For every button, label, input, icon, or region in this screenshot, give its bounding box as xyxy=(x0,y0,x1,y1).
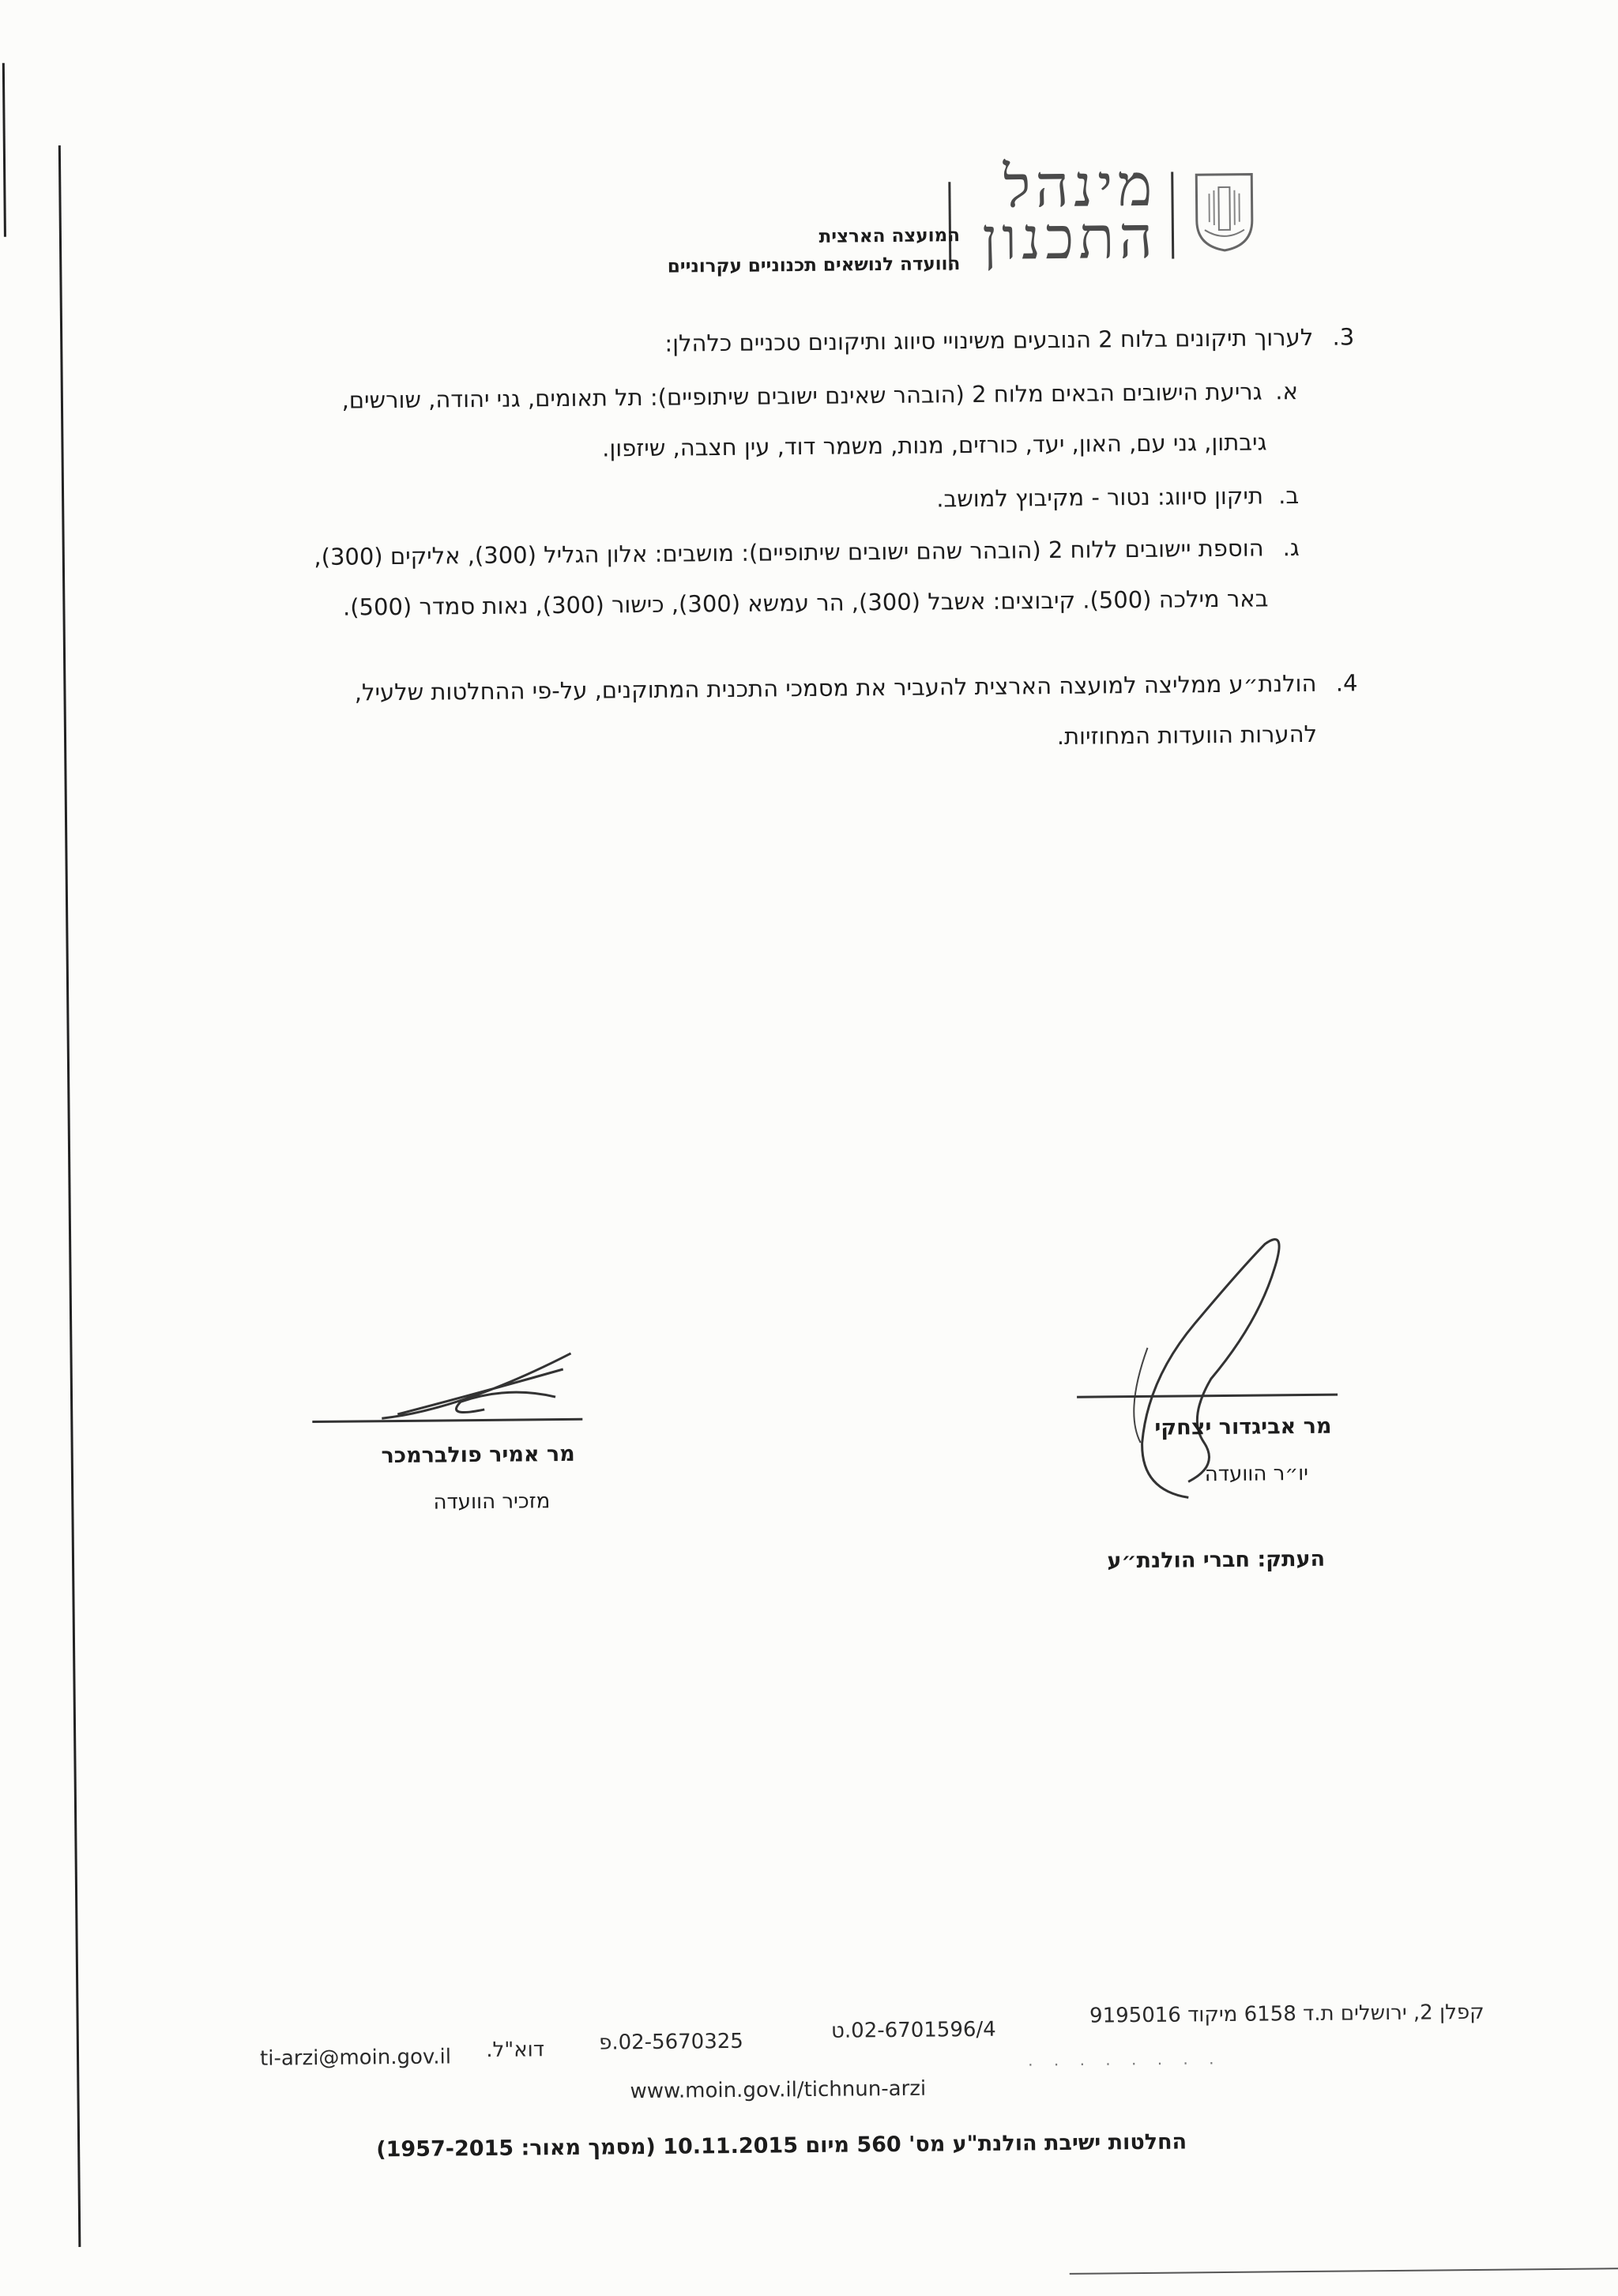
item-4-cont xyxy=(1057,711,1318,759)
item-3-sub-a-cont xyxy=(602,419,1267,471)
footer-fax: 02-5670325.פ xyxy=(598,2029,744,2055)
item-4-line-2: להערות הוועדות המחוזיות. xyxy=(1056,720,1318,750)
sub-c-letter: ג. xyxy=(1282,534,1300,562)
item-3-sub-c-cont xyxy=(343,575,1269,630)
item-3-text: לערוך תיקונים בלוח 2 הנובעים משינויי סיווג ותיקונים טכניים כלהלן: xyxy=(664,323,1314,357)
footer-email[interactable]: ti-arzi@moin.gov.il xyxy=(259,2045,452,2071)
logo-line-1: מינהל xyxy=(1003,151,1157,221)
item-4-line-1: הולנת״ע ממליצה למועצה הארצית להעביר את מסמכי התכנית המתוקנים, על-פי ההחלטות שלעיל, xyxy=(354,669,1317,706)
footer-website[interactable]: www.moin.gov.il/tichnun-arzi xyxy=(630,2076,927,2104)
item-3-sub-a xyxy=(341,368,1298,423)
scan-margin-line-inner xyxy=(58,145,81,2247)
decision-title: החלטות ישיבת הולנת"ע מס' 560 מיום 10.11.2015 (מסמך מאור: 1957-2015) xyxy=(376,2129,1187,2162)
sub-a-letter: א. xyxy=(1275,378,1299,405)
sub-c-line-2: באר מילכה (500). קיבוצים: אשבל (300), הר עמשא (300), כישור (300), נאות סמדר (500). xyxy=(342,585,1269,621)
secretary-role: מזכיר הוועדה xyxy=(433,1489,551,1515)
secretary-name: מר אמיר פולברמכר xyxy=(381,1441,575,1469)
committee-name: הוועדה לנושאים תכנוניים עקרוניים xyxy=(667,254,961,277)
item-4 xyxy=(354,661,1358,716)
item-3-sub-c xyxy=(314,525,1300,580)
logo-separator-right xyxy=(1171,172,1174,259)
logo-line-2: התכנון xyxy=(981,203,1158,273)
scan-bottom-edge-line xyxy=(1070,2268,1618,2275)
chairman-name: מר אביגדור יצחקי xyxy=(1154,1413,1332,1440)
item-3-number: 3. xyxy=(1332,323,1355,351)
sub-b-line-1: תיקון סיווג: נטור - מקיבוץ למושב. xyxy=(936,482,1264,513)
sub-b-letter: ב. xyxy=(1278,482,1300,510)
footer-address: קפלן 2, ירושלים ת.ד 6158 מיקוד 9195016 xyxy=(1089,2000,1484,2028)
logo-wordmark xyxy=(981,151,1158,273)
item-4-number: 4. xyxy=(1335,669,1358,697)
sub-c-line-1: הוספת יישובים ללוח 2 (הובהר שהם ישובים שיתופיים): מושבים: אלון הגליל (300), אליקים (300), xyxy=(314,534,1264,570)
state-emblem-icon xyxy=(1190,169,1259,252)
chairman-role: יו״ר הוועדה xyxy=(1204,1461,1309,1487)
footer-phone: 02-6701596/4.ט xyxy=(830,2017,996,2043)
sub-a-line-2: גיבתון, גני עם, האון, יעד, כורזים, מנות, משמר דוד, עין חצבה, שיזפון. xyxy=(601,428,1267,462)
footer-dots: · · · · · · · · xyxy=(1028,2053,1222,2075)
footer-email-label: דוא"ל. xyxy=(486,2038,545,2062)
scan-margin-line-outer xyxy=(2,63,6,237)
item-3-sub-b xyxy=(936,472,1299,521)
item-3 xyxy=(664,314,1355,367)
sub-a-line-1: גריעת הישובים הבאים מלוח 2 (הובהר שאינם ישובים שיתופיים): תל תאומים, גני יהודה, שורשים, xyxy=(341,378,1262,414)
council-name: המועצה הארצית xyxy=(818,225,961,247)
cc-line: העתק: חברי הולנת״ע xyxy=(1107,1546,1326,1574)
header-organization xyxy=(667,221,960,281)
